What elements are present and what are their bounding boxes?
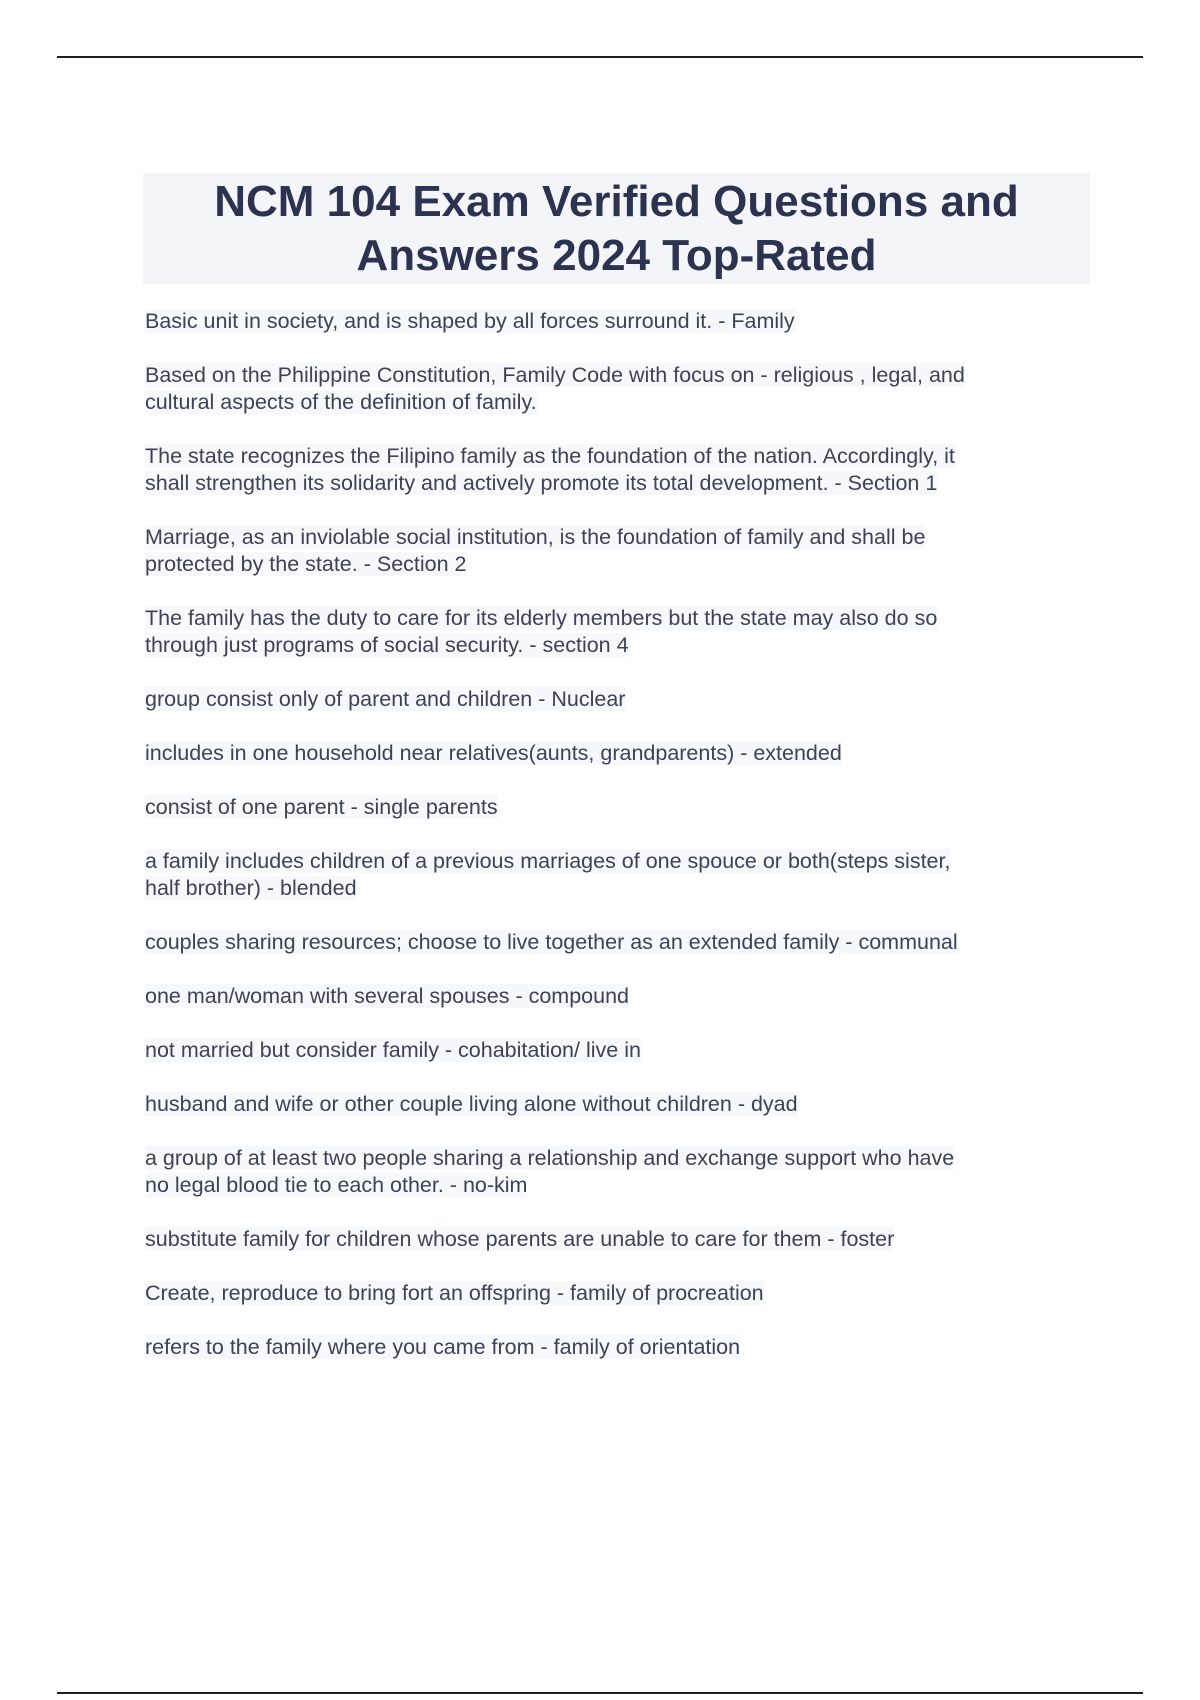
qa-item-text: no legal blood tie to each other. - no-kim [145, 1173, 528, 1197]
qa-item-text: a family includes children of a previous marriages of one spouce or both(steps sister, [145, 849, 951, 873]
qa-item-text: husband and wife or other couple living alone without children - dyad [145, 1092, 798, 1116]
qa-item [145, 308, 1095, 335]
qa-item [145, 362, 1095, 416]
qa-item [145, 1037, 1095, 1064]
qa-item-text: cultural aspects of the definition of family. [145, 390, 537, 414]
bottom-rule [57, 1692, 1143, 1694]
qa-item-text: Basic unit in society, and is shaped by all forces surround it. - Family [145, 309, 795, 333]
qa-item [145, 1280, 1095, 1307]
qa-item [145, 443, 1095, 497]
qa-item-line [145, 308, 1095, 335]
qa-item-line [145, 1145, 1095, 1172]
qa-item-line [145, 1037, 1095, 1064]
qa-item-line [145, 983, 1095, 1010]
qa-list [145, 308, 1095, 1388]
qa-item [145, 686, 1095, 713]
qa-item-text: half brother) - blended [145, 876, 357, 900]
qa-item-text: a group of at least two people sharing a relationship and exchange support who have [145, 1146, 955, 1170]
qa-item-text: not married but consider family - cohabitation/ live in [145, 1038, 641, 1062]
qa-item [145, 929, 1095, 956]
qa-item [145, 1091, 1095, 1118]
qa-item [145, 983, 1095, 1010]
qa-item-line [145, 443, 1095, 470]
qa-item-line [145, 1280, 1095, 1307]
qa-item-text: group consist only of parent and children - Nuclear [145, 687, 626, 711]
qa-item-line [145, 929, 1095, 956]
qa-item-text: consist of one parent - single parents [145, 795, 498, 819]
qa-item-text: couples sharing resources; choose to live together as an extended family - communal [145, 930, 958, 954]
qa-item-line [145, 470, 1095, 497]
qa-item-text: protected by the state. - Section 2 [145, 552, 467, 576]
qa-item [145, 1145, 1095, 1199]
qa-item-text: The state recognizes the Filipino family as the foundation of the nation. Accordingly, it [145, 444, 955, 468]
qa-item-line [145, 686, 1095, 713]
qa-item-text: refers to the family where you came from - family of orientation [145, 1335, 741, 1359]
qa-item-line [145, 1226, 1095, 1253]
qa-item-text: Based on the Philippine Constitution, Family Code with focus on - religious , legal, and [145, 363, 965, 387]
title-line-1: NCM 104 Exam Verified Questions and [214, 176, 1019, 226]
qa-item-line [145, 524, 1095, 551]
title-line-2: Answers 2024 Top-Rated [356, 230, 877, 280]
qa-item-text: Marriage, as an inviolable social institution, is the foundation of family and shall be [145, 525, 926, 549]
qa-item [145, 794, 1095, 821]
qa-item-text: includes in one household near relatives(aunts, grandparents) - extended [145, 741, 842, 765]
qa-item-text: Create, reproduce to bring fort an offspring - family of procreation [145, 1281, 764, 1305]
qa-item [145, 1334, 1095, 1361]
qa-item-line [145, 389, 1095, 416]
qa-item-line [145, 605, 1095, 632]
qa-item-line [145, 740, 1095, 767]
qa-item-line [145, 1172, 1095, 1199]
qa-item-line [145, 848, 1095, 875]
qa-item-text: through just programs of social security. - section 4 [145, 633, 629, 657]
qa-item [145, 524, 1095, 578]
qa-item-line [145, 1091, 1095, 1118]
qa-item-text: shall strengthen its solidarity and actively promote its total development. - Section 1 [145, 471, 938, 495]
qa-item [145, 740, 1095, 767]
qa-item-line [145, 551, 1095, 578]
qa-item-line [145, 794, 1095, 821]
qa-item-text: substitute family for children whose parents are unable to care for them - foster [145, 1227, 895, 1251]
qa-item-line [145, 1334, 1095, 1361]
qa-item-text: one man/woman with several spouses - compound [145, 984, 630, 1008]
qa-item [145, 1226, 1095, 1253]
qa-item [145, 848, 1095, 902]
document-title [143, 173, 1090, 284]
qa-item-line [145, 875, 1095, 902]
qa-item-text: The family has the duty to care for its elderly members but the state may also do so [145, 606, 938, 630]
top-rule [57, 56, 1143, 58]
qa-item-line [145, 632, 1095, 659]
qa-item-line [145, 362, 1095, 389]
qa-item [145, 605, 1095, 659]
